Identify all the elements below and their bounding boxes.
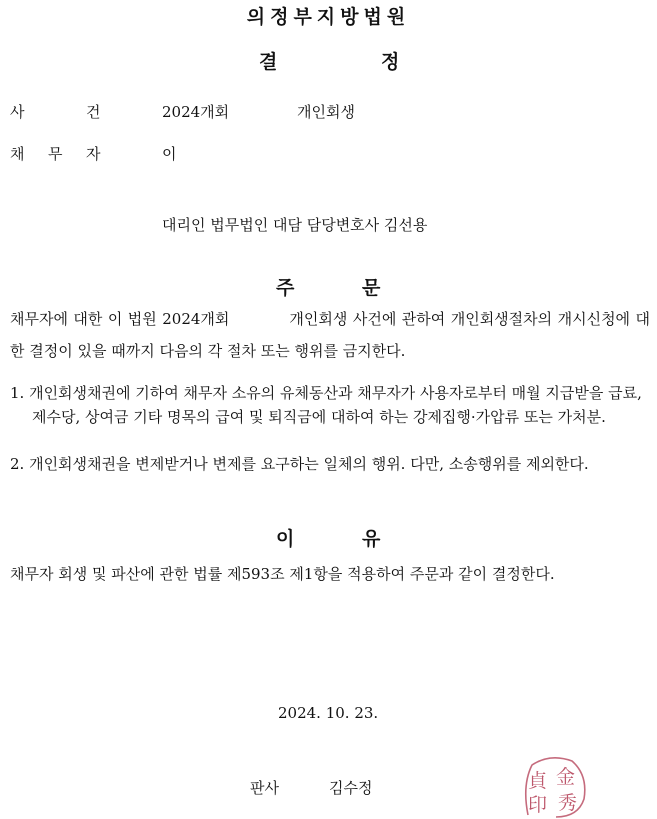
debtor-label-char-3: 자 [86, 145, 101, 163]
reason-heading-left: 이 [276, 528, 295, 550]
legal-agent: 대리인 법무법인 대담 담당변호사 김선용 [162, 216, 428, 234]
case-number: 2024개회 [162, 103, 230, 121]
svg-text:印: 印 [528, 794, 548, 816]
reason-heading-right: 유 [362, 528, 381, 550]
order-item-1: 1. 개인회생채권에 기하여 채무자 소유의 유체동산과 채무자가 사용자로부터 매월 지급받을 급료, 제수당, 상여금 기타 명목의 급여 및 퇴직금에 대하여 하는 강제집행·가압류 또는 가처분. [10, 384, 642, 426]
order-text: 채무자에 대한 이 법원 2024개회 개인회생 사건에 관하여 개인회생절차의 개시신청에 대한 결정이 있을 때까지 다음의 각 절차 또는 행위를 금지한다. [10, 310, 650, 360]
order-heading-right: 문 [362, 277, 381, 299]
case-label-char-1: 사 [10, 103, 25, 121]
svg-text:秀: 秀 [558, 792, 578, 814]
debtor-name: 이 [162, 145, 177, 163]
decision-title-left: 결 [259, 51, 278, 73]
judge-seal [520, 755, 588, 819]
case-type: 개인회생 [297, 103, 355, 121]
order-heading-left: 주 [276, 277, 295, 299]
svg-text:貞: 貞 [528, 770, 548, 792]
case-label-char-2: 건 [86, 103, 101, 121]
reason-text: 채무자 회생 및 파산에 관한 법률 제593조 제1항을 적용하여 주문과 같이 결정한다. [10, 565, 555, 583]
judge-title: 판사 [250, 779, 279, 797]
court-name: 의정부지방법원 [246, 6, 411, 28]
decision-title-right: 정 [381, 51, 400, 73]
judge-name: 김수정 [329, 779, 373, 797]
decision-date: 2024. 10. 23. [278, 704, 379, 722]
svg-text:金: 金 [556, 766, 576, 788]
debtor-label-char-2: 무 [48, 145, 63, 163]
order-item-2: 2. 개인회생채권을 변제받거나 변제를 요구하는 일체의 행위. 다만, 소송행위를 제외한다. [10, 455, 589, 473]
debtor-label-char-1: 채 [10, 145, 25, 163]
